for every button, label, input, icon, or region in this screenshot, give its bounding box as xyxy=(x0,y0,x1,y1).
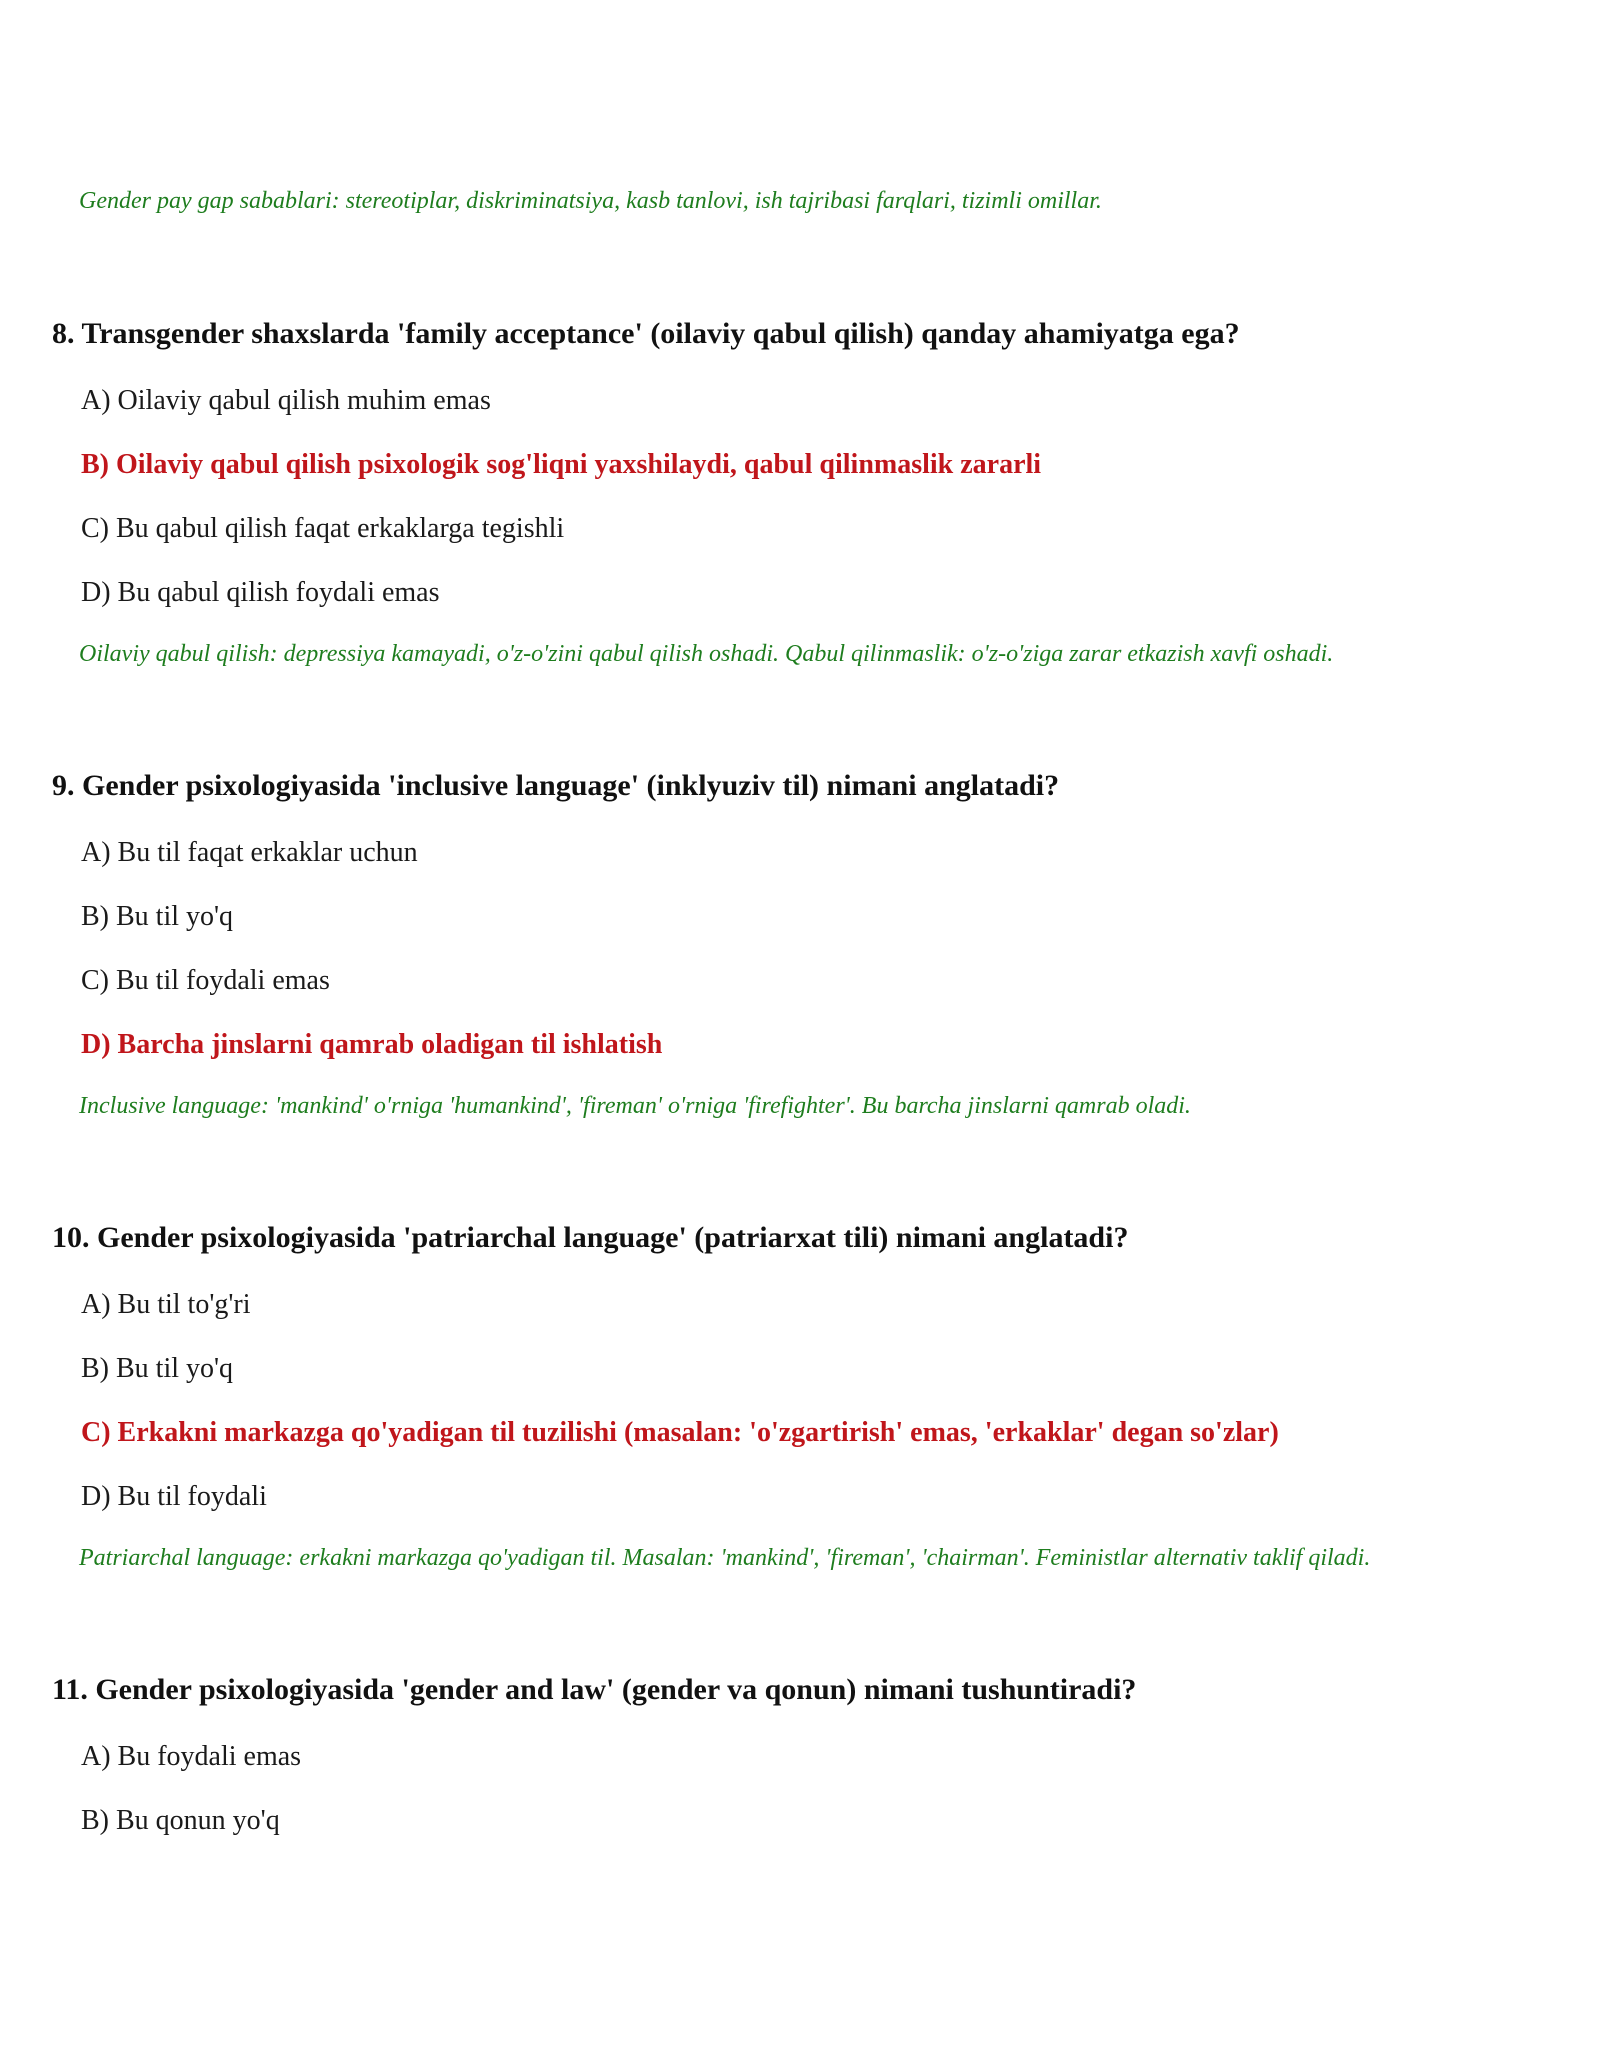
question-9-option-d-correct: D) Barcha jinslarni qamrab oladigan til ishlatish xyxy=(81,1029,663,1060)
intro-explanation: Gender pay gap sabablari: stereotiplar, diskriminatsiya, kasb tanlovi, ish tajribasi farqlari, tizimli omillar. xyxy=(79,188,1102,214)
question-11-title: 11. Gender psixologiyasida 'gender and law' (gender va qonun) nimani tushuntiradi? xyxy=(52,1673,1137,1706)
question-8-title: 8. Transgender shaxslarda 'family acceptance' (oilaviy qabul qilish) qanday ahamiyatga ega? xyxy=(52,317,1240,350)
question-11-option-b: B) Bu qonun yo'q xyxy=(81,1805,280,1836)
question-10-option-d: D) Bu til foydali xyxy=(81,1481,267,1512)
question-9-explanation: Inclusive language: 'mankind' o'rniga 'humankind', 'fireman' o'rniga 'firefighter'. Bu barcha jinslarni qamrab oladi. xyxy=(79,1093,1191,1119)
question-10-option-c-correct: C) Erkakni markazga qo'yadigan til tuzilishi (masalan: 'o'zgartirish' emas, 'erkaklar' degan so'zlar) xyxy=(81,1417,1279,1448)
question-10-option-a: A) Bu til to'g'ri xyxy=(81,1289,251,1320)
question-8-explanation: Oilaviy qabul qilish: depressiya kamayadi, o'z-o'zini qabul qilish oshadi. Qabul qilinmaslik: o'z-o'ziga zarar etkazish xavfi oshadi. xyxy=(79,641,1334,667)
question-10-explanation: Patriarchal language: erkakni markazga qo'yadigan til. Masalan: 'mankind', 'fireman', 'chairman'. Feministlar alternativ taklif qiladi. xyxy=(79,1545,1371,1571)
question-11-option-a: A) Bu foydali emas xyxy=(81,1741,302,1772)
question-9-option-c: C) Bu til foydali emas xyxy=(81,965,330,996)
question-9-option-a: A) Bu til faqat erkaklar uchun xyxy=(81,837,418,868)
question-9-option-b: B) Bu til yo'q xyxy=(81,901,234,932)
question-8-option-a: A) Oilaviy qabul qilish muhim emas xyxy=(81,385,491,416)
question-8-option-d: D) Bu qabul qilish foydali emas xyxy=(81,577,440,608)
question-9-title: 9. Gender psixologiyasida 'inclusive language' (inklyuziv til) nimani anglatadi? xyxy=(52,769,1060,802)
question-10-option-b: B) Bu til yo'q xyxy=(81,1353,234,1384)
question-10-title: 10. Gender psixologiyasida 'patriarchal language' (patriarxat tili) nimani anglatadi? xyxy=(52,1221,1129,1254)
question-8-option-c: C) Bu qabul qilish faqat erkaklarga tegishli xyxy=(81,513,565,544)
question-8-option-b-correct: B) Oilaviy qabul qilish psixologik sog'liqni yaxshilaydi, qabul qilinmaslik zararli xyxy=(81,449,1042,480)
